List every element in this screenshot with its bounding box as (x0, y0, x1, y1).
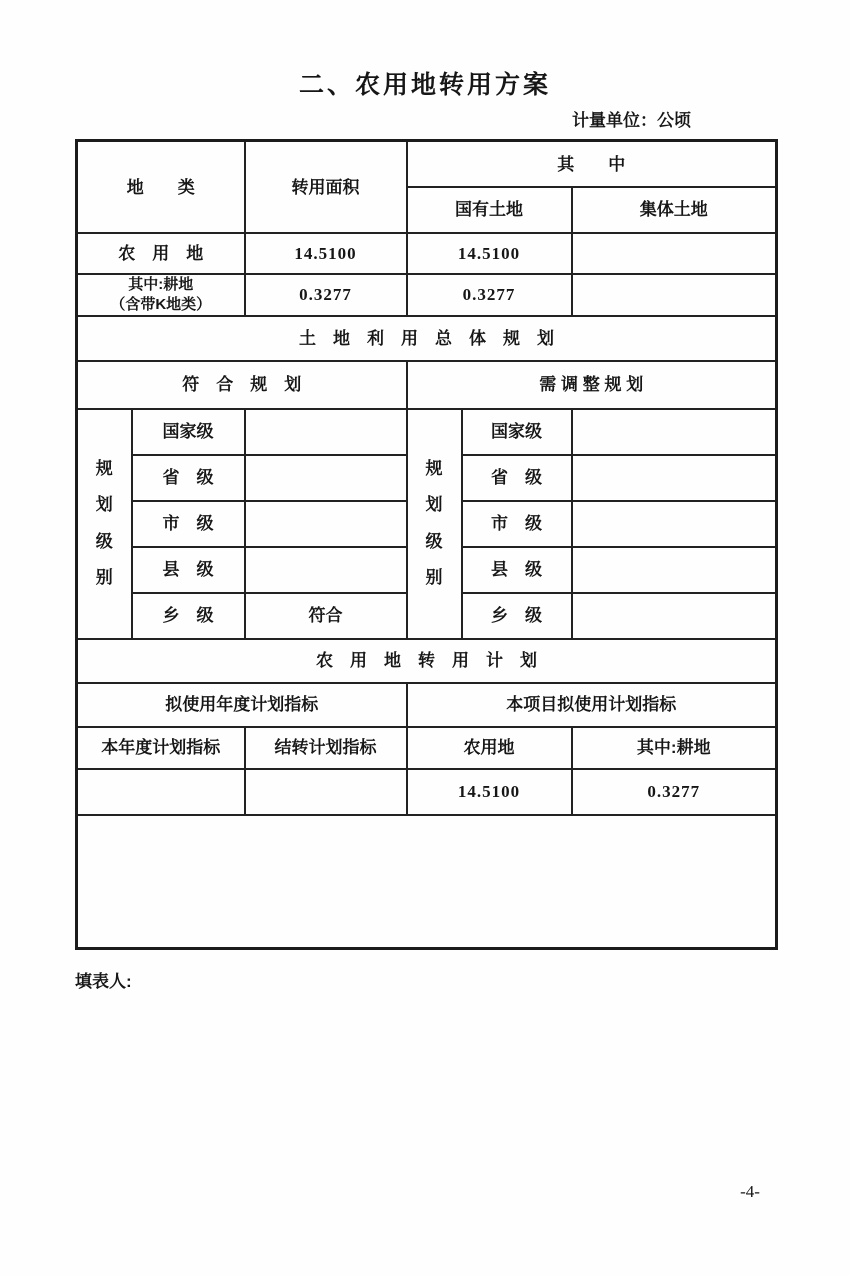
unit-label: 计量单位：公顷 (572, 111, 691, 130)
cultivated-state-owned-value: 0.3277 (407, 274, 572, 316)
agricultural-land-label: 农 用 地 (77, 233, 245, 274)
header-carryover-indicator: 结转计划指标 (245, 727, 407, 769)
cultivated-land-label (77, 274, 245, 316)
conform-level-province-label: 省 级 (132, 455, 245, 501)
adjust-level-county-value (572, 547, 777, 593)
conform-level-national-label: 国家级 (132, 409, 245, 455)
header-annual-plan-indicator: 拟使用年度计划指标 (77, 683, 407, 727)
adjust-level-national-label: 国家级 (462, 409, 572, 455)
table-row (77, 361, 777, 409)
table-row (77, 815, 777, 949)
adjust-level-city-label: 市 级 (462, 501, 572, 547)
table-row (77, 769, 777, 815)
cultivated-collective-value (572, 274, 777, 316)
section-title-conversion-plan: 农 用 地 转 用 计 划 (77, 639, 777, 683)
table-row (77, 274, 777, 316)
conform-level-national-value (245, 409, 407, 455)
table-row (77, 141, 777, 187)
conform-level-city-label: 市 级 (132, 501, 245, 547)
table-row (77, 316, 777, 361)
cultivated-label-line1: 其中:耕地 (128, 276, 194, 294)
land-conversion-table (75, 139, 778, 950)
page-title: 二、农用地转用方案 (298, 71, 551, 99)
agricultural-state-owned-value: 14.5100 (407, 233, 572, 274)
adjust-level-city-value (572, 501, 777, 547)
header-state-owned-land: 国有土地 (407, 187, 572, 233)
section-title-master-plan: 土 地 利 用 总 体 规 划 (77, 316, 777, 361)
header-conform-plan: 符 合 规 划 (77, 361, 407, 409)
conform-level-province-value (245, 455, 407, 501)
adjust-level-vertical-label: 规划级别 (407, 409, 462, 639)
table-row (77, 233, 777, 274)
adjust-level-township-label: 乡 级 (462, 593, 572, 639)
header-conversion-area: 转用面积 (245, 141, 407, 233)
conform-level-vertical-label: 规划级别 (77, 409, 132, 639)
plan-agricultural-land-value: 14.5100 (407, 769, 572, 815)
plan-cultivated-land-value: 0.3277 (572, 769, 777, 815)
table-row (77, 683, 777, 727)
header-agricultural-land: 农用地 (407, 727, 572, 769)
header-land-type: 地 类 (77, 141, 245, 233)
agricultural-collective-value (572, 233, 777, 274)
header-adjust-plan: 需 调 整 规 划 (407, 361, 777, 409)
page-number: -4- (740, 1182, 760, 1201)
cultivated-label-line2: （含带K地类） (110, 295, 212, 313)
conform-level-county-value (245, 547, 407, 593)
adjust-level-national-value (572, 409, 777, 455)
table-row (77, 727, 777, 769)
carryover-indicator-value (245, 769, 407, 815)
form-filler-label: 填表人: (75, 972, 132, 992)
adjust-level-township-value (572, 593, 777, 639)
agricultural-area-value: 14.5100 (245, 233, 407, 274)
table-blank-area (77, 815, 777, 949)
adjust-level-province-label: 省 级 (462, 455, 572, 501)
header-collective-land: 集体土地 (572, 187, 777, 233)
conform-level-county-label: 县 级 (132, 547, 245, 593)
conform-level-city-value (245, 501, 407, 547)
conform-level-township-label: 乡 级 (132, 593, 245, 639)
adjust-level-province-value (572, 455, 777, 501)
header-project-plan-indicator: 本项目拟使用计划指标 (407, 683, 777, 727)
header-current-year-indicator: 本年度计划指标 (77, 727, 245, 769)
conform-level-township-value: 符合 (245, 593, 407, 639)
table-row (77, 409, 777, 455)
header-among-which: 其 中 (407, 141, 777, 187)
adjust-level-county-label: 县 级 (462, 547, 572, 593)
current-year-indicator-value (77, 769, 245, 815)
cultivated-area-value: 0.3277 (245, 274, 407, 316)
table-row (77, 639, 777, 683)
header-cultivated-land: 其中:耕地 (572, 727, 777, 769)
